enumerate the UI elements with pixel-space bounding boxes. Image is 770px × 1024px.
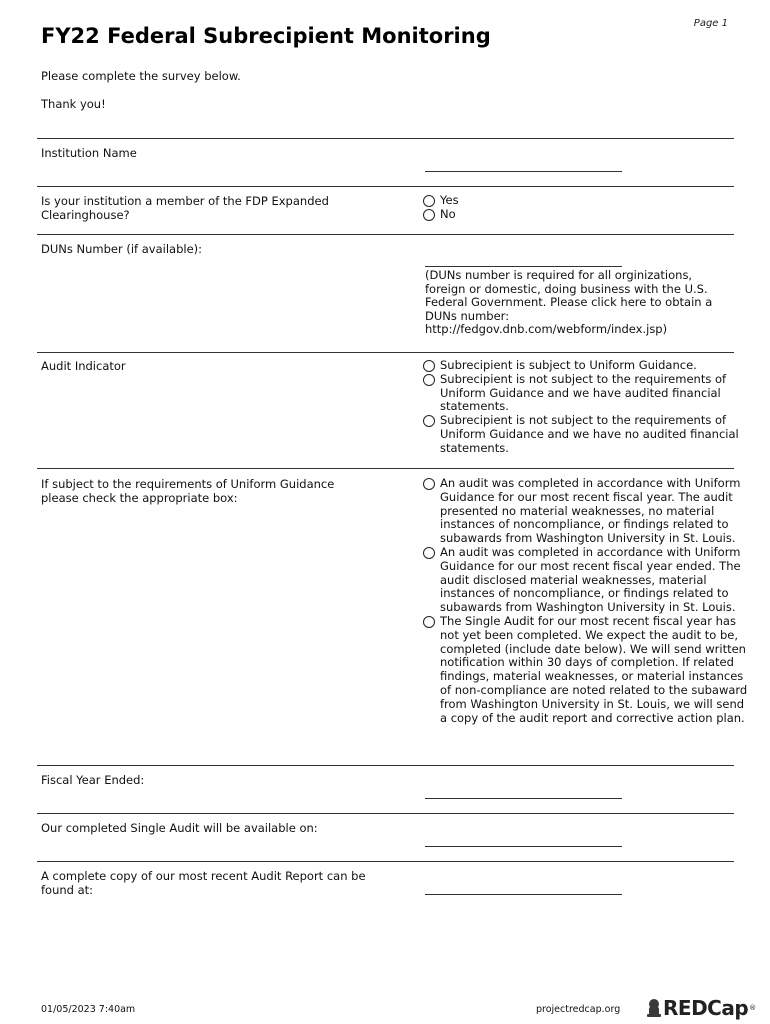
fdp-member-label: Is your institution a member of the FDP Expanded Clearinghouse?	[41, 194, 329, 222]
audit-indicator-option-2[interactable]	[423, 373, 745, 414]
divider	[37, 765, 734, 766]
option-label: Subrecipient is not subject to the requirements of Uniform Guidance and we have audited financial statements.	[440, 371, 727, 414]
radio-button[interactable]	[423, 415, 435, 427]
audit-indicator-option-1[interactable]	[423, 359, 745, 373]
footer-site: projectredcap.org	[536, 1004, 621, 1015]
option-label: The Single Audit for our most recent fiscal year has not yet been completed. We expect the audit to be, completed (include date below). We will send written notification within 30 days of completion. If related findings, material weaknesses, or material instances of non-compliance are noted related to the subaward from Washington University in St. Louis, we will send a copy of the audit report and corrective action plan.	[440, 613, 748, 725]
radio-button[interactable]	[423, 360, 435, 372]
divider	[37, 186, 734, 187]
duns-note: (DUNs number is required for all orginizations, foreign or domestic, doing business with the U.S. Federal Government. Please click here to obtain a DUNs number: http://fedgov.dnb.com/webform/index.jsp)	[425, 268, 713, 337]
divider	[37, 138, 734, 139]
divider	[37, 468, 734, 469]
redcap-logo	[645, 996, 756, 1020]
uniform-guidance-option-2[interactable]	[423, 546, 749, 615]
fiscal-year-label: Fiscal Year Ended:	[41, 773, 145, 787]
thank-you-text: Thank you!	[41, 97, 106, 111]
audit-report-label: A complete copy of our most recent Audit Report can be found at:	[41, 869, 366, 897]
radio-button[interactable]	[423, 195, 435, 207]
divider	[37, 234, 734, 235]
divider	[37, 813, 734, 814]
audit-indicator-label: Audit Indicator	[41, 359, 126, 373]
audit-indicator-options	[423, 359, 745, 456]
redcap-logo-text: REDCap	[663, 996, 749, 1020]
audit-indicator-option-3[interactable]	[423, 414, 745, 455]
option-label: Yes	[440, 193, 459, 207]
radio-button[interactable]	[423, 547, 435, 559]
intro-text: Please complete the survey below.	[41, 69, 241, 83]
registered-mark: ®	[749, 1004, 757, 1012]
uniform-guidance-option-3[interactable]	[423, 615, 749, 725]
uniform-guidance-options	[423, 477, 749, 725]
uniform-guidance-option-1[interactable]	[423, 477, 749, 546]
option-label: No	[440, 206, 456, 221]
radio-button[interactable]	[423, 616, 435, 628]
option-label: Subrecipient is subject to Uniform Guidance.	[440, 358, 697, 372]
duns-label: DUNs Number (if available):	[41, 242, 203, 256]
audit-report-field[interactable]	[425, 894, 622, 895]
footer-timestamp: 01/05/2023 7:40am	[41, 1004, 136, 1015]
radio-button[interactable]	[423, 209, 435, 221]
fiscal-year-field[interactable]	[425, 798, 622, 799]
redcap-logo-icon	[645, 998, 663, 1018]
institution-name-field[interactable]	[425, 171, 622, 172]
divider	[37, 352, 734, 353]
fdp-no-option[interactable]	[423, 208, 753, 222]
option-label: An audit was completed in accordance with Uniform Guidance for our most recent fiscal year. The audit presented no material weaknesses, no material instances of noncompliance, or findings related to subawards from Washington University in St. Louis.	[440, 476, 741, 546]
page-label: Page 1	[693, 18, 728, 29]
page-title: FY22 Federal Subrecipient Monitoring	[41, 24, 491, 48]
fdp-member-options	[423, 194, 753, 222]
institution-name-label: Institution Name	[41, 146, 137, 160]
duns-field[interactable]	[425, 266, 622, 267]
single-audit-field[interactable]	[425, 846, 622, 847]
option-label: Subrecipient is not subject to the requirements of Uniform Guidance and we have no audited financial statements.	[440, 413, 739, 455]
option-label: An audit was completed in accordance with Uniform Guidance for our most recent fiscal year ended. The audit disclosed material weaknesses, material instances of noncompliance, or findings related to subawards from Washington University in St. Louis.	[440, 544, 741, 615]
uniform-guidance-label: If subject to the requirements of Uniform Guidance please check the appropriate box:	[41, 477, 335, 505]
radio-button[interactable]	[423, 374, 435, 386]
single-audit-label: Our completed Single Audit will be available on:	[41, 821, 318, 835]
fdp-yes-option[interactable]	[423, 194, 753, 208]
radio-button[interactable]	[423, 478, 435, 490]
divider	[37, 861, 734, 862]
